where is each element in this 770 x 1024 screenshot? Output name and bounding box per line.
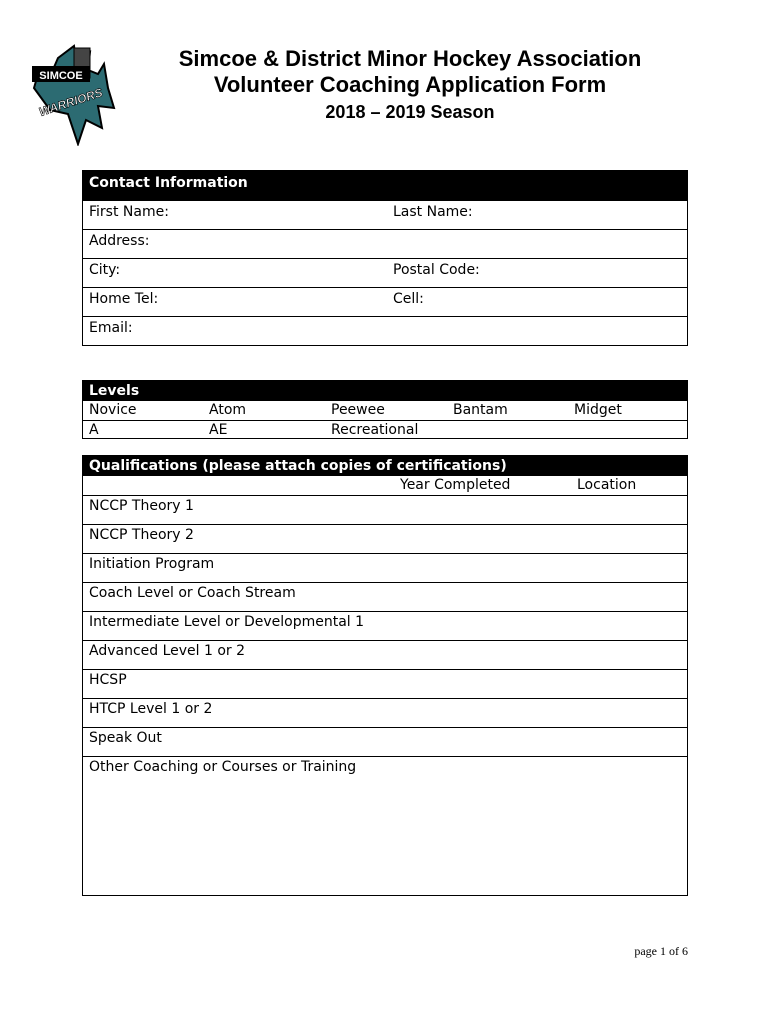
qualification-label: Advanced Level 1 or 2 bbox=[89, 643, 246, 659]
contact-information-section bbox=[82, 170, 688, 346]
year-completed-header: Year Completed bbox=[400, 477, 511, 493]
qualification-label: Speak Out bbox=[89, 730, 162, 746]
qualifications-section-title: Qualifications (please attach copies of certifications) bbox=[83, 456, 687, 476]
logo-text-top: SIMCOE bbox=[39, 70, 83, 82]
level-option[interactable]: Peewee bbox=[331, 402, 385, 418]
qualification-label: NCCP Theory 1 bbox=[89, 498, 194, 514]
first-name-field[interactable]: First Name: bbox=[89, 204, 169, 220]
city-row bbox=[83, 258, 687, 287]
home-tel-field[interactable]: Home Tel: bbox=[89, 291, 159, 307]
levels-section-title: Levels bbox=[83, 381, 687, 401]
level-option[interactable]: Bantam bbox=[453, 402, 508, 418]
postal-code-field[interactable]: Postal Code: bbox=[393, 262, 480, 278]
qualification-row[interactable] bbox=[83, 611, 687, 640]
phone-row bbox=[83, 287, 687, 316]
city-field[interactable]: City: bbox=[89, 262, 121, 278]
level-option[interactable]: A bbox=[89, 422, 99, 438]
association-title: Simcoe & District Minor Hockey Association bbox=[178, 46, 642, 71]
level-option[interactable]: Atom bbox=[209, 402, 247, 418]
email-row bbox=[83, 316, 687, 346]
simcoe-warriors-logo bbox=[28, 44, 120, 146]
email-field[interactable]: Email: bbox=[89, 320, 133, 336]
qualification-row[interactable] bbox=[83, 495, 687, 524]
levels-row-2 bbox=[83, 420, 687, 439]
qualifications-column-headers bbox=[83, 476, 687, 495]
qualification-row[interactable] bbox=[83, 524, 687, 553]
last-name-field[interactable]: Last Name: bbox=[393, 204, 473, 220]
qualifications-section bbox=[82, 455, 688, 896]
qualification-row[interactable] bbox=[83, 640, 687, 669]
qualification-row[interactable] bbox=[83, 698, 687, 727]
address-row bbox=[83, 229, 687, 258]
other-training-field[interactable] bbox=[83, 756, 687, 896]
contact-section-title: Contact Information bbox=[83, 171, 687, 200]
qualification-label: Coach Level or Coach Stream bbox=[89, 585, 296, 601]
qualification-row[interactable] bbox=[83, 582, 687, 611]
levels-section bbox=[82, 380, 688, 439]
qualification-label: HTCP Level 1 or 2 bbox=[89, 701, 213, 717]
cell-field[interactable]: Cell: bbox=[393, 291, 424, 307]
level-option[interactable]: Recreational bbox=[331, 422, 419, 438]
qualification-label: HCSP bbox=[89, 672, 127, 688]
form-title: Volunteer Coaching Application Form bbox=[213, 72, 607, 97]
form-header bbox=[130, 46, 690, 124]
page-number: page 1 of 6 bbox=[634, 944, 688, 958]
level-option[interactable]: Novice bbox=[89, 402, 137, 418]
qualification-label: NCCP Theory 2 bbox=[89, 527, 194, 543]
logo-text-bottom: WARRIORS bbox=[37, 85, 105, 120]
name-row bbox=[83, 200, 687, 229]
qualification-row[interactable] bbox=[83, 727, 687, 756]
qualification-row[interactable] bbox=[83, 669, 687, 698]
qualification-label: Intermediate Level or Developmental 1 bbox=[89, 614, 365, 630]
address-field[interactable]: Address: bbox=[89, 233, 150, 249]
level-option[interactable]: AE bbox=[209, 422, 228, 438]
season-title: 2018 – 2019 Season bbox=[325, 102, 495, 122]
qualification-label: Initiation Program bbox=[89, 556, 215, 572]
location-header: Location bbox=[577, 477, 637, 493]
levels-row-1 bbox=[83, 401, 687, 420]
other-training-label: Other Coaching or Courses or Training bbox=[89, 759, 357, 775]
qualification-row[interactable] bbox=[83, 553, 687, 582]
level-option[interactable]: Midget bbox=[574, 402, 622, 418]
